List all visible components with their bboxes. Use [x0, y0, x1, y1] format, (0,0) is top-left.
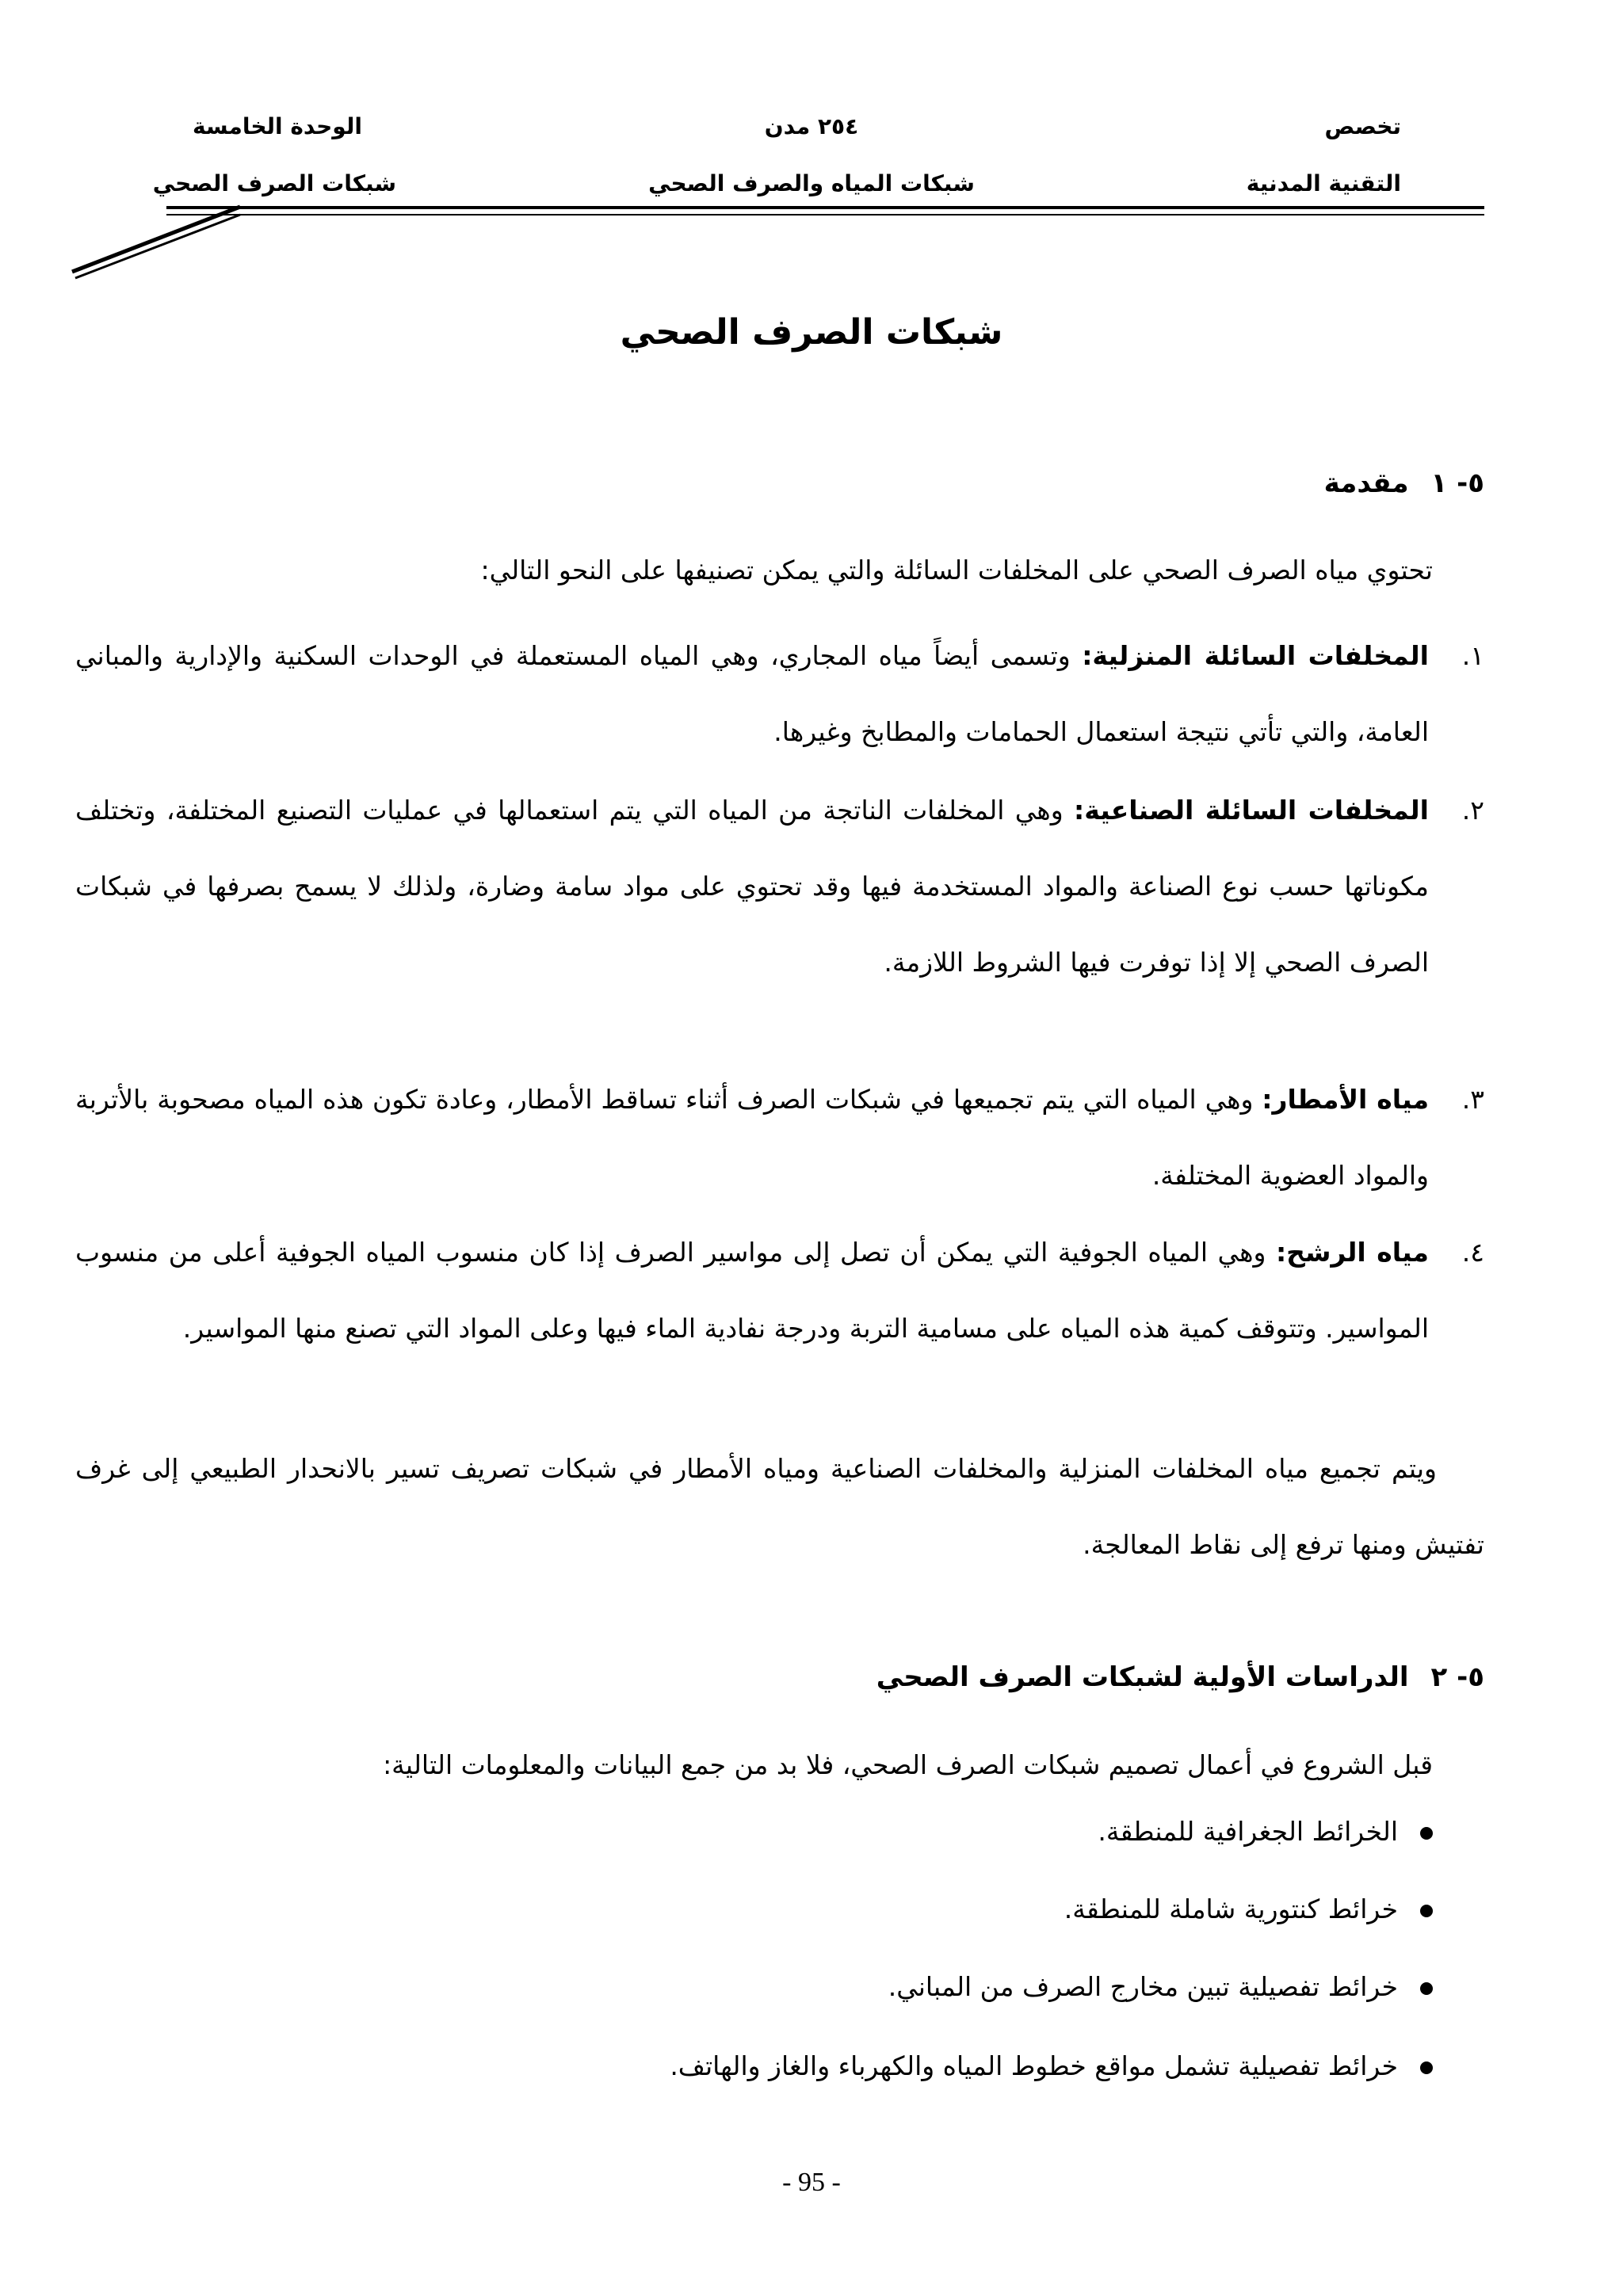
bullet-item — [75, 1808, 1433, 1855]
bullet-dot-icon — [1420, 1982, 1433, 1995]
list-item — [75, 1062, 1484, 1214]
section-1-number: ٥- ١ — [1430, 467, 1484, 499]
section-1-intro: تحتوي مياه الصرف الصحي على المخلفات السائلة والتي يمكن تصنيفها على النحو التالي: — [480, 555, 1433, 585]
list-item-label: مياه الرشح: — [1275, 1237, 1429, 1268]
header-rule-thin — [166, 214, 1484, 215]
list-item-number: ٣. — [1461, 1084, 1484, 1115]
list-item — [75, 618, 1484, 770]
header-specialty-label: تخصص — [1324, 113, 1401, 139]
section-2-number: ٥- ٢ — [1430, 1661, 1484, 1693]
section-1-heading — [1324, 463, 1484, 503]
list-item-label: مياه الأمطار: — [1262, 1084, 1429, 1115]
bullet-dot-icon — [1420, 1827, 1433, 1840]
list-item-text: وهي المياه الجوفية التي يمكن أن تصل إلى مواسير الصرف إذا كان منسوب المياه الجوفية أعلى من منسوب المواسير. وتتوقف كمية هذه المياه على مسامية التربة ودرجة نفادية الماء فيها وعلى المواد التي تصنع منها المواسير. — [75, 1237, 1429, 1344]
list-item-label: المخلفات السائلة الصناعية: — [1074, 795, 1429, 826]
bullet-dot-icon — [1420, 1905, 1433, 1917]
page-title: شبكات الصرف الصحي — [620, 312, 1003, 353]
bullet-text: خرائط كنتورية شاملة للمنطقة. — [1064, 1894, 1398, 1924]
section-2-intro: قبل الشروع في أعمال تصميم شبكات الصرف الصحي، فلا بد من جمع البيانات والمعلومات التالية: — [383, 1749, 1433, 1780]
section-1-title: مقدمة — [1323, 467, 1409, 499]
bullet-dot-icon — [1420, 2061, 1433, 2074]
list-item-text: وهي المخلفات الناتجة من المياه التي يتم استعمالها في عمليات التصنيع المختلفة، وتختلف مكوناتها حسب نوع الصناعة والمواد المستخدمة فيها وقد تحتوي على مواد سامة وضارة، ولذلك لا يسمح بصرفها في شبكات الصرف الصحي إلا إذا توفرت فيها الشروط اللازمة. — [75, 795, 1429, 978]
page-number: - 95 - — [782, 2168, 841, 2197]
list-item-text: وهي المياه التي يتم تجميعها في شبكات الصرف أثناء تساقط الأمطار، وعادة تكون هذه المياه مصحوبة بالأتربة والمواد العضوية المختلفة. — [75, 1084, 1429, 1191]
header-unit-name: شبكات الصرف الصحي — [152, 170, 396, 196]
section-2-heading — [876, 1657, 1484, 1697]
list-item — [75, 1215, 1484, 1367]
list-item — [75, 772, 1484, 1001]
section-1-closing: ويتم تجميع مياه المخلفات المنزلية والمخلفات الصناعية ومياه الأمطار في شبكات تصريف تسير بالانحدار الطبيعي إلى غرف تفتيش ومنها ترفع إلى نقاط المعالجة. — [75, 1453, 1484, 1560]
header-specialty-name: التقنية المدنية — [1246, 170, 1401, 196]
list-item-number: ١. — [1461, 640, 1484, 671]
header-rule — [166, 206, 1484, 209]
header-swoosh-decoration — [67, 202, 242, 281]
section-2-title: الدراسات الأولية لشبكات الصرف الصحي — [876, 1661, 1409, 1693]
bullet-text: الخرائط الجغرافية للمنطقة. — [1098, 1816, 1398, 1847]
list-item-text: وتسمى أيضاً مياه المجاري، وهي المياه المستعملة في الوحدات السكنية والإدارية والمباني العامة، والتي تأتي نتيجة استعمال الحمامات والمطابخ وغيرها. — [75, 640, 1429, 747]
list-item-number: ٢. — [1461, 795, 1484, 826]
header-course-name: شبكات المياه والصرف الصحي — [648, 170, 975, 196]
bullet-item — [75, 1886, 1433, 1933]
bullet-item — [75, 2042, 1433, 2090]
bullet-text: خرائط تفصيلية تبين مخارج الصرف من المباني. — [888, 1971, 1398, 2002]
list-item-number: ٤. — [1461, 1237, 1484, 1268]
bullet-text: خرائط تفصيلية تشمل مواقع خطوط المياه والكهرباء والغاز والهاتف. — [670, 2050, 1398, 2081]
list-item-label: المخلفات السائلة المنزلية: — [1082, 640, 1429, 671]
header-unit-label: الوحدة الخامسة — [193, 113, 362, 139]
header-course-code: ٢٥٤ مدن — [764, 113, 859, 139]
bullet-item — [75, 1963, 1433, 2011]
